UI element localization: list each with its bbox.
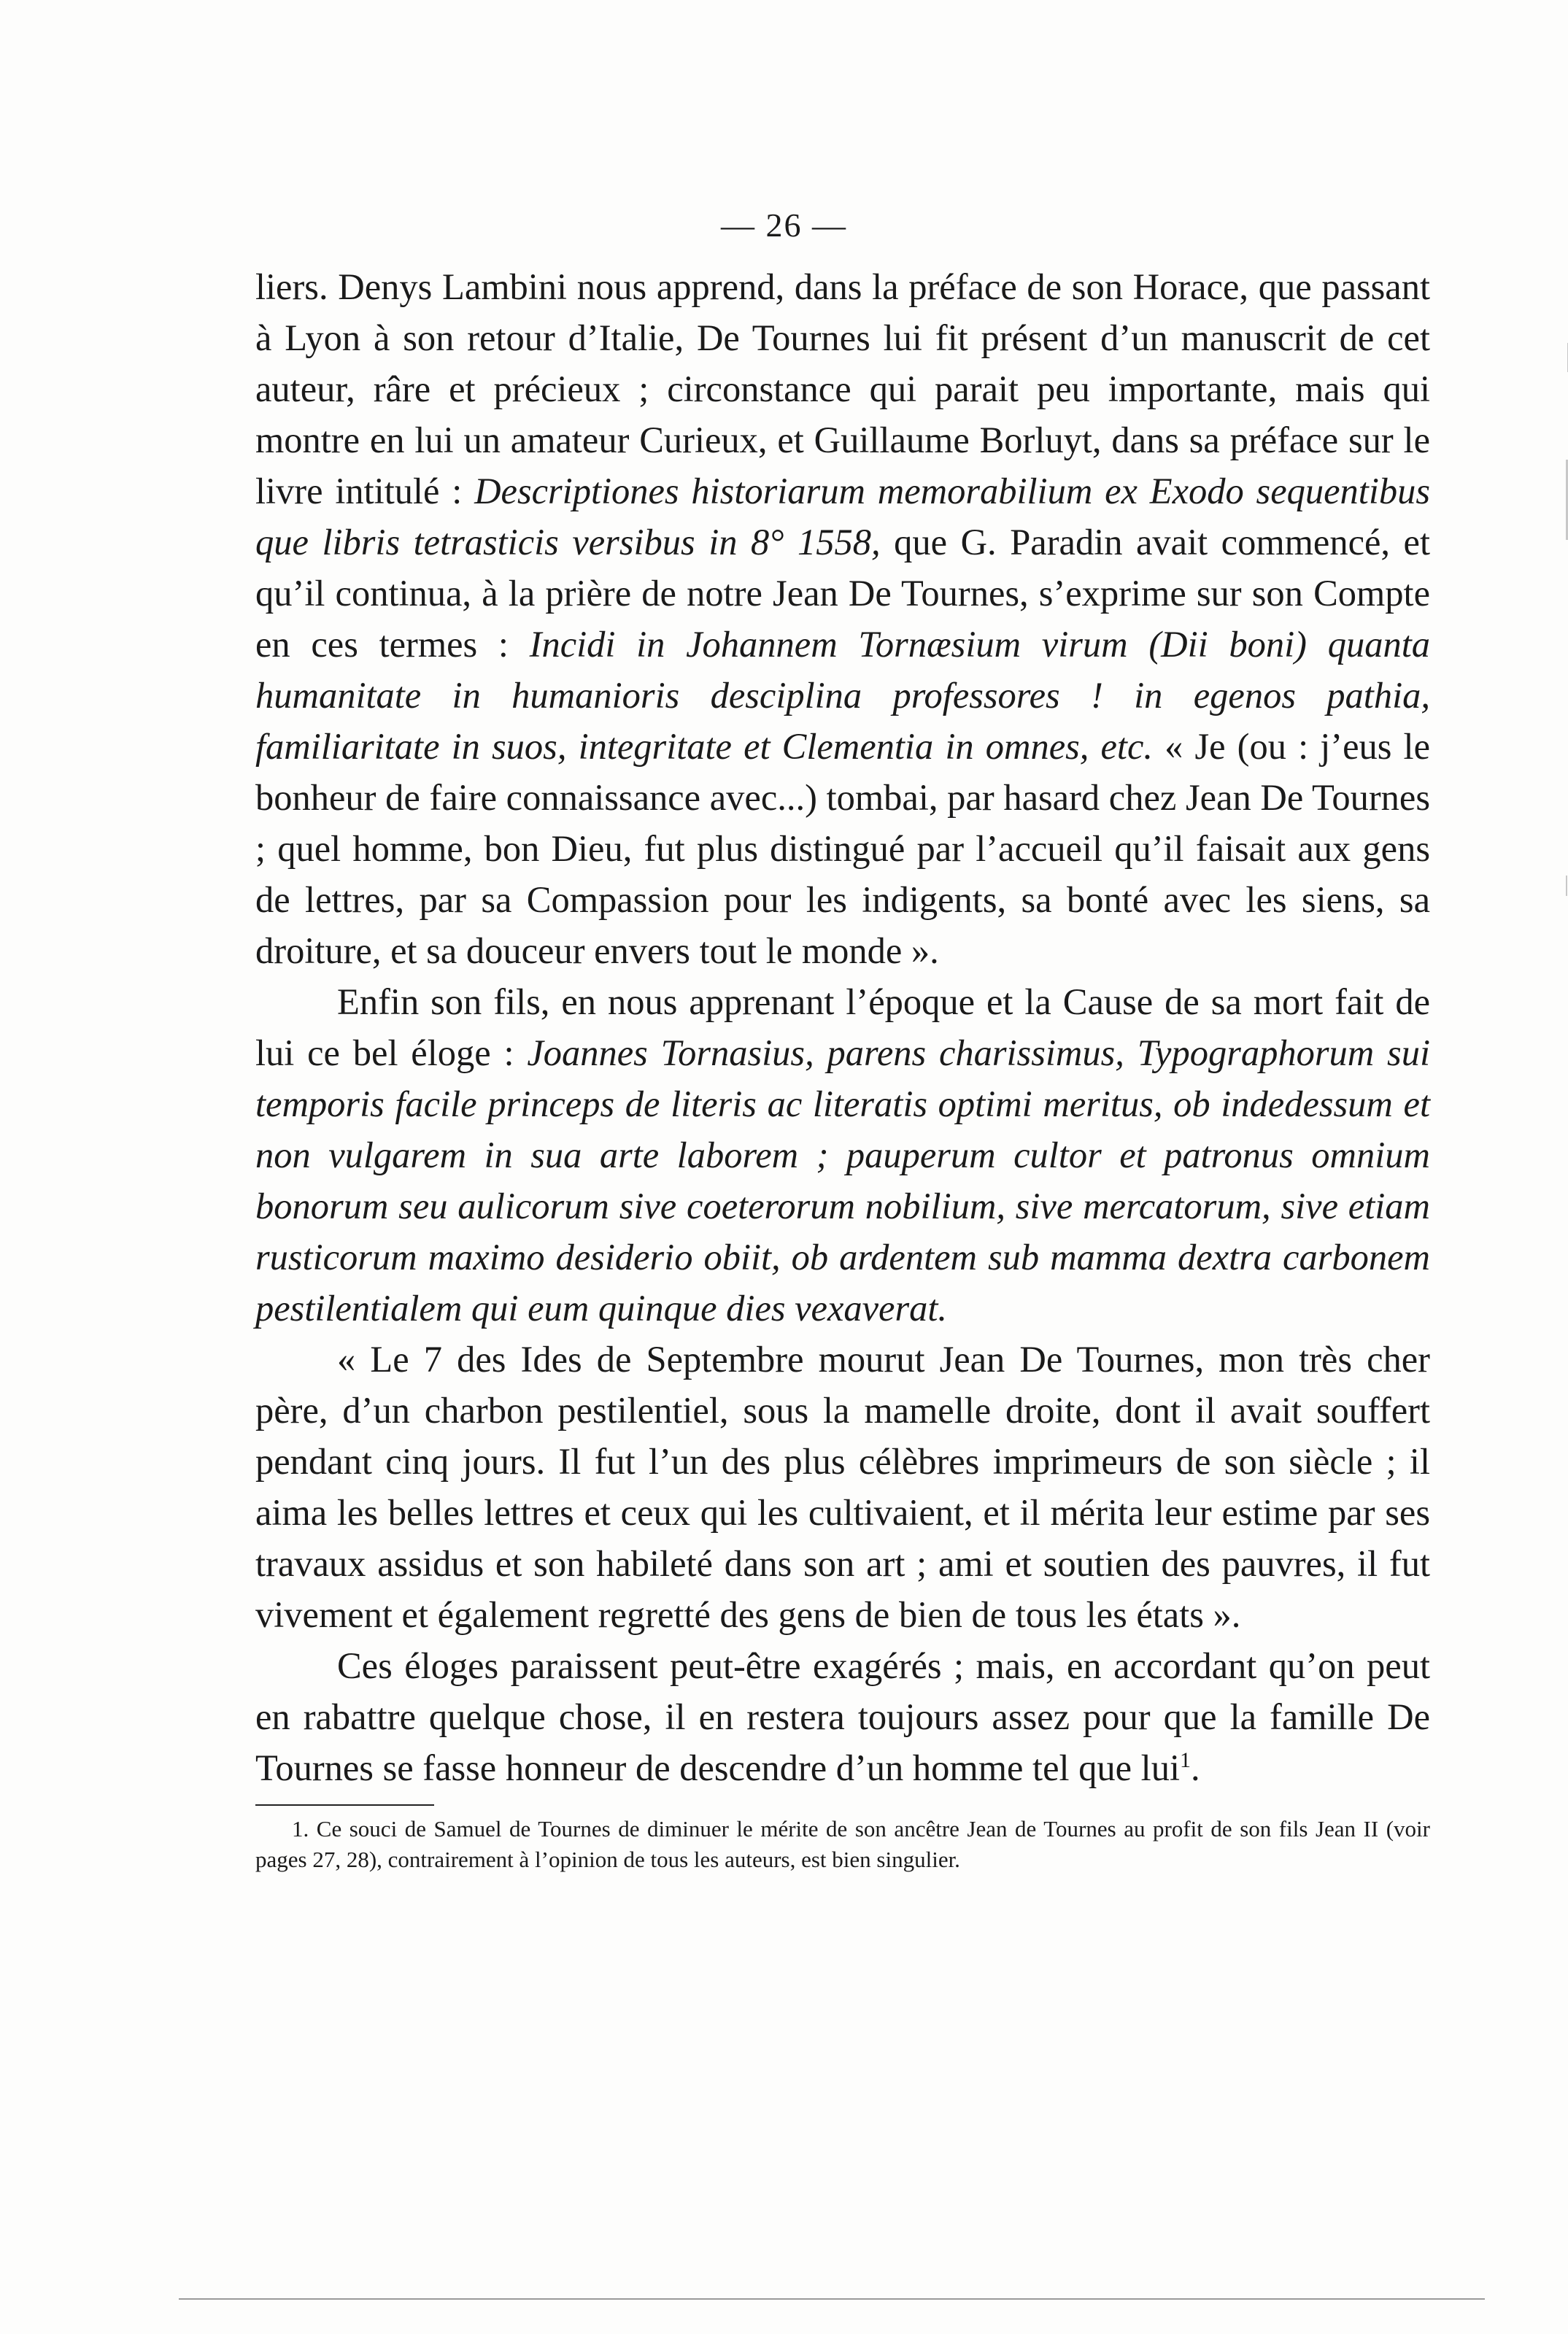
footnote [255,1814,1430,1875]
page-number: — 26 — [721,206,847,244]
paragraph [255,976,1430,1334]
italic-quotation: Joannes Tornasius, parens charissimus, Typographorum sui temporis facile princeps de literis ac literatis optimi meritus, ob indedessum et non vulgarem in sua arte laborem ; pauperum cultor et patronus omnium bonorum seu aulicorum sive coeterorum nobilium, sive mercatorum, sive etiam rusticorum maximo desiderio obiit, ob ardentem sub mamma dextra carbonem pestilentialem qui eum quinque dies vexaverat. [255,1032,1430,1329]
footnote-label: 1. [292,1816,309,1842]
footnote-reference[interactable]: 1 [1180,1748,1191,1773]
paragraph [255,261,1430,976]
text-run: « Je (ou : j’eus le bonheur de faire connaissance avec...) tombai, par hasard chez Jean De Tournes ; quel homme, bon Dieu, fut plus distingué par l’accueil qu’il faisait aux gens de lettres, par sa Compassion pour les indigents, sa bonté avec les siens, sa droiture, et sa douceur envers tout le monde ». [255,726,1430,971]
footnote-divider [255,1804,434,1806]
footnote-text [255,1814,1430,1875]
body-text [255,261,1430,1793]
paragraph [255,1640,1430,1793]
italic-quotation: Descriptiones historiarum memorabilium ex Exodo sequentibus que libris tetrasticis versibus in 8° 1558, [255,471,1431,563]
text-run: Ces éloges paraissent peut-être exagérés ; mais, en accordant qu’on peut en rabattre quelque chose, il en restera toujours assez pour que la famille De Tournes se fasse honneur de descendre d’un homme tel que lui [255,1645,1430,1788]
footnote-body: Ce souci de Samuel de Tournes de diminuer le mérite de son ancêtre Jean de Tournes au profit de son fils Jean II (voir pages 27, 28), contrairement à l’opinion de tous les auteurs, est bien singulier. [255,1816,1430,1872]
italic-quotation: Incidi in Johannem Tornæsium virum (Dii boni) quanta humanitate in humanioris desciplina professores ! in egenos pathia, familiaritate in suos, integritate et Clementia in omnes, etc. [255,624,1430,767]
paragraph [255,1334,1430,1640]
text-run: « Le 7 des Ides de Septembre mourut Jean De Tournes, mon très cher père, d’un charbon pestilentiel, sous la mamelle droite, dont il avait souffert pendant cinq jours. Il fut l’un des plus célèbres imprimeurs de son siècle ; il aima les belles lettres et ceux qui les cultivaient, et il mérita leur estime par ses travaux assidus et son habileté dans son art ; ami et soutien des pauvres, il fut vivement et également regretté des gens de bien de tous les états ». [255,1339,1430,1635]
text-run: que G. Paradin avait commencé, et qu’il continua, à la prière de notre Jean De Tournes, s’exprime sur son Compte en ces termes : [255,522,1430,665]
text-run: Enfin son fils, en nous apprenant l’époque et la Cause de sa mort fait de lui ce bel éloge : [255,981,1430,1073]
text-run: liers. Denys Lambini nous apprend, dans la préface de son Horace, que passant à Lyon à son retour d’Italie, De Tournes lui fit présent d’un manuscrit de cet auteur, râre et précieux ; circonstance qui parait peu importante, mais qui montre en lui un amateur Curieux, et Guillaume Borluyt, dans sa préface sur le livre intitulé : [255,266,1430,511]
page-bottom-edge [179,2298,1485,2300]
text-run: . [1191,1747,1200,1788]
scan-margin-mark [1566,876,1567,896]
